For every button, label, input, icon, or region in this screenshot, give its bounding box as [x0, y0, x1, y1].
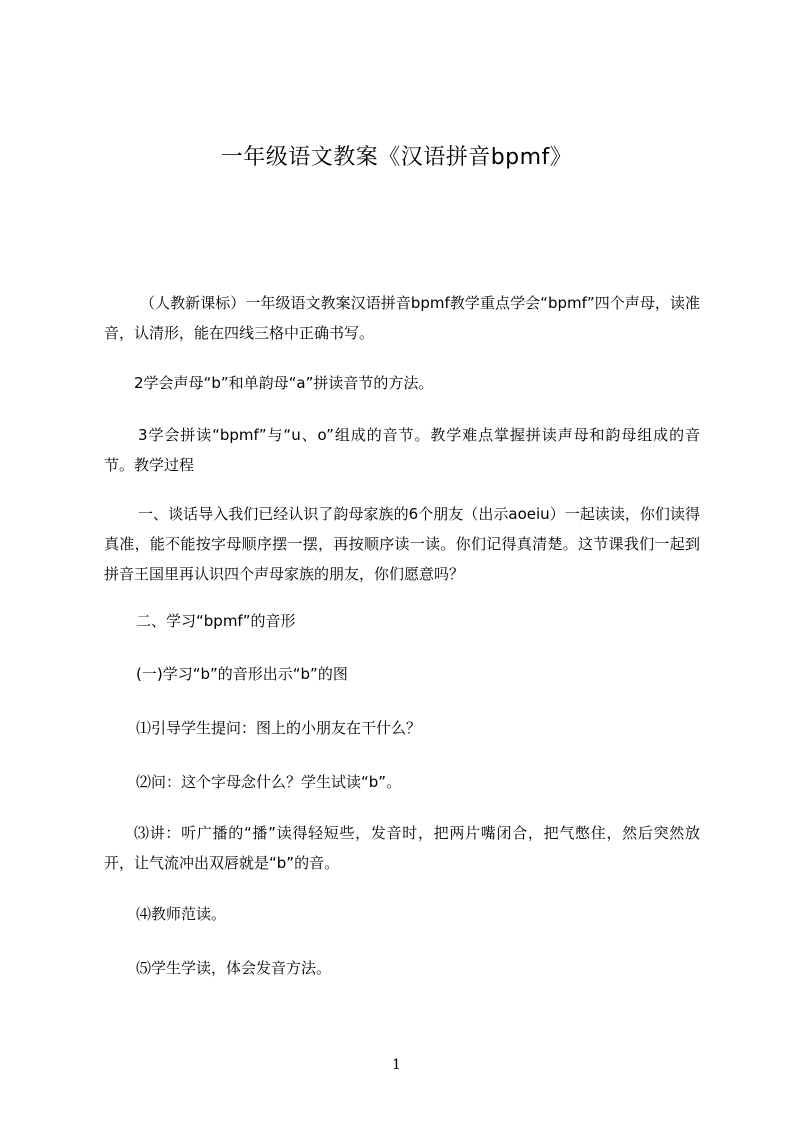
paragraph-step-2: ⑵问：这个字母念什么？学生试读“b”。: [136, 773, 402, 791]
paragraph-step-5: ⑸学生学读，体会发音方法。: [136, 959, 332, 977]
paragraph-goal-3: 3学会拼读“bpmf”与“u、o”组成的音节。教学难点掌握拼读声母和韵母组成的音节。教学过程: [104, 426, 700, 474]
paragraph-section-1: 一、谈话导入我们已经认识了韵母家族的6个朋友（出示aoeiu）一起读读，你们读得真准，能不能按字母顺序摆一摆，再按顺序读一读。你们记得真清楚。这节课我们一起到拼音王国里再认识四个声母家族的朋友，你们愿意吗？: [104, 505, 700, 583]
paragraph-step-1: ⑴引导学生提问：图上的小朋友在干什么？: [136, 719, 422, 737]
paragraph-goal-2: 2学会声母“b”和单韵母“a”拼读音节的方法。: [134, 374, 434, 392]
paragraph-step-4: ⑷教师范读。: [136, 905, 227, 923]
paragraph-section-2: 二、学习“bpmf”的音形: [136, 612, 296, 630]
page-number: 1: [392, 1057, 401, 1073]
paragraph-subsection-b: (一)学习“b”的音形出示“b”的图: [136, 665, 348, 683]
paragraph-step-3: ⑶讲：听广播的“播”读得轻短些，发音时，把两片嘴闭合，把气憋住，然后突然放开，让气流冲出双唇就是“b”的音。: [104, 824, 700, 872]
paragraph-intro: （人教新课标）一年级语文教案汉语拼音bpmf教学重点学会“bpmf”四个声母，读准音，认清形，能在四线三格中正确书写。: [104, 294, 700, 342]
document-title: 一年级语文教案《汉语拼音bpmf》: [220, 145, 573, 170]
